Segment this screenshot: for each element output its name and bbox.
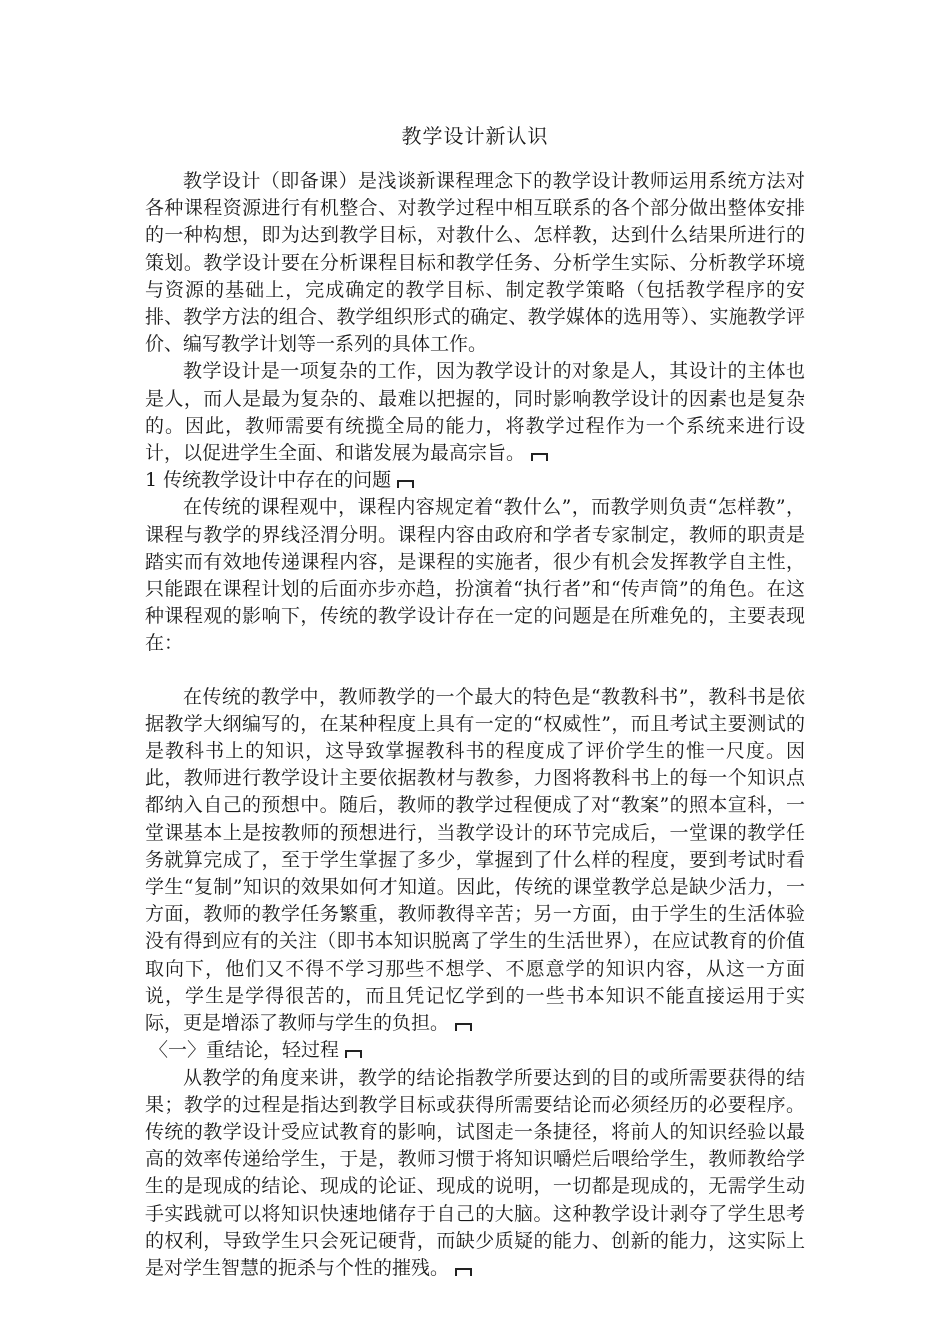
paragraph bbox=[145, 358, 805, 467]
paragraph-text: 从教学的角度来讲，教学的结论指教学所要达到的目的或所需要获得的结果；教学的过程是指达到教学目标或获得所需要结论而必须经历的必要程序。传统的教学设计受应试教育的影响，试图走一条捷径，将前人的知识经验以最高的效率传递给学生，于是，教师习惯于将知识嚼烂后喂给学生，教师教给学生的是现成的结论、现成的论证、现成的说明，一切都是现成的，无需学生动手实践就可以将知识快速地储存于自己的大脑。这种教学设计剥夺了学生思考的权利，导致学生只会死记硬背，而缺少质疑的能力、创新的能力，这实际上是对学生智慧的扼杀与个性的摧残。 bbox=[145, 1066, 805, 1279]
section-heading bbox=[145, 467, 805, 494]
paragraph bbox=[145, 168, 805, 358]
document-title: 教学设计新认识 bbox=[401, 124, 549, 148]
paragraph-end-mark-icon bbox=[455, 1023, 472, 1031]
document-page bbox=[145, 120, 805, 1282]
paragraph-text: 教学设计（即备课）是浅谈新课程理念下的教学设计教师运用系统方法对各种课程资源进行有机整合、对教学过程中相互联系的各个部分做出整体安排的一种构想，即为达到教学目标，对教什么、怎样教，达到什么结果所进行的策划。教学设计要在分析课程目标和教学任务、分析学生实际、分析教学环境与资源的基础上，完成确定的教学目标、制定教学策略（包括教学程序的安排、教学方法的组合、教学组织形式的确定、教学媒体的选用等）、实施教学评价、编写教学计划等一系列的具体工作。 bbox=[145, 170, 805, 356]
paragraph-end-mark-icon bbox=[397, 480, 414, 488]
paragraph-text: 在传统的教学中，教师教学的一个最大的特色是“教教科书”，教科书是依据教学大纲编写的，在某种程度上具有一定的“权威性”，而且考试主要测试的是教科书上的知识，这导致掌握教科书的程度成了评价学生的惟一尺度。因此，教师进行教学设计主要依据教材与教参，力图将教科书上的每一个知识点都纳入自己的预想中。随后，教师的教学过程便成了对“教案”的照本宣科，一堂课基本上是按教师的预想进行，当教学设计的环节完成后，一堂课的教学任务就算完成了，至于学生掌握了多少，掌握到了什么样的程度，要到考试时看学生“复制”知识的效果如何才知道。因此，传统的课堂教学总是缺少活力，一方面，教师的教学任务繁重，教师教得辛苦；另一方面，由于学生的生活体验没有得到应有的关注（即书本知识脱离了学生的生活世界），在应试教育的价值取向下，他们又不得不学习那些不想学、不愿意学的知识内容，从这一方面说，学生是学得很苦的，而且凭记忆学到的一些书本知识不能直接运用于实际，更是增添了教师与学生的负担。 bbox=[145, 685, 805, 1035]
subsection-heading bbox=[145, 1037, 805, 1064]
paragraph bbox=[145, 1065, 805, 1283]
subsection-heading-text: 〈一〉重结论，轻过程 bbox=[149, 1039, 340, 1062]
paragraph-end-mark-icon bbox=[345, 1050, 362, 1058]
paragraph-text: 教学设计是一项复杂的工作，因为教学设计的对象是人，其设计的主体也是人，而人是最为复杂的、最难以把握的，同时影响教学设计的因素也是复杂的。因此，教师需要有统揽全局的能力，将教学过程作为一个系统来进行设计，以促进学生全面、和谐发展为最高宗旨。 bbox=[145, 360, 805, 465]
paragraph bbox=[145, 494, 805, 657]
section-heading-text: 1 传统教学设计中存在的问题 bbox=[145, 469, 392, 492]
paragraph-text: 在传统的课程观中，课程内容规定着“教什么”，而教学则负责“怎样教”，课程与教学的界线泾渭分明。课程内容由政府和学者专家制定，教师的职责是踏实而有效地传递课程内容，是课程的实施者，很少有机会发挥教学自主性，只能跟在课程计划的后面亦步亦趋，扮演着“执行者”和“传声筒”的角色。在这种课程观的影响下，传统的教学设计存在一定的问题是在所难免的，主要表现在： bbox=[145, 496, 805, 655]
paragraph bbox=[145, 684, 805, 1038]
paragraph-end-mark-icon bbox=[455, 1268, 472, 1276]
blank-line bbox=[145, 658, 805, 684]
paragraph-end-mark-icon bbox=[531, 453, 548, 461]
